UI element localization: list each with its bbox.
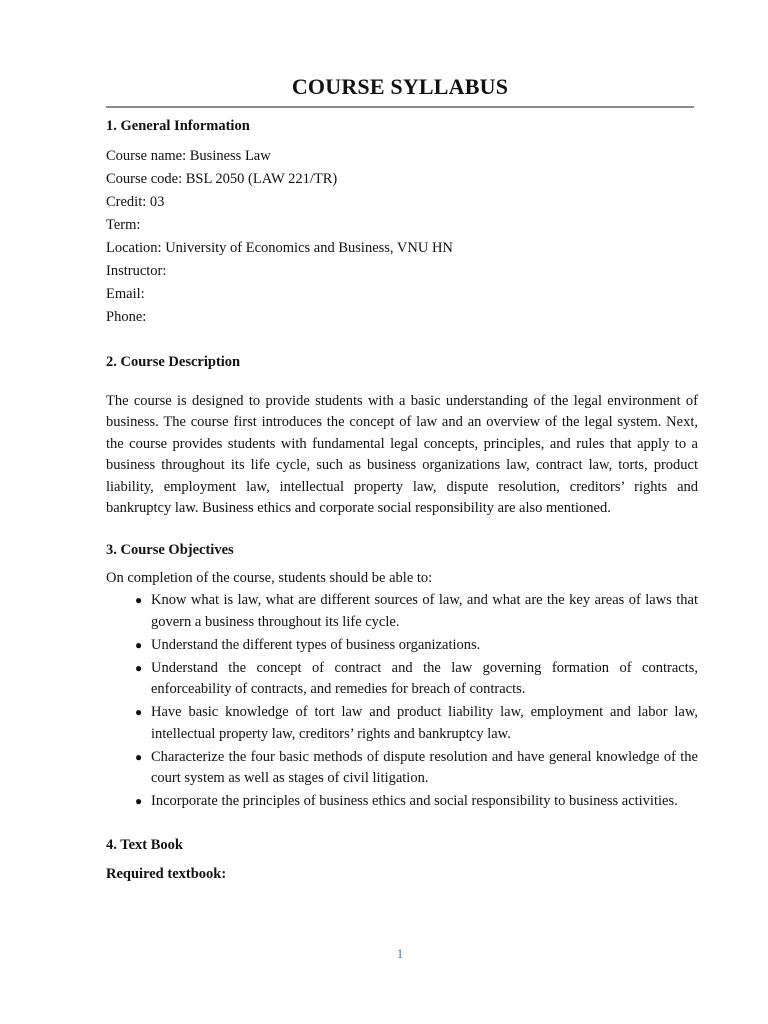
objective-text: Know what is law, what are different sources of law, and what are the key areas of laws that govern a business throughout its life cycle. <box>151 592 698 630</box>
section-heading-course-description: 2. Course Description <box>106 354 241 370</box>
objective-text: Characterize the four basic methods of dispute resolution and have general knowledge of the court system as well as stages of civil litigation. <box>151 748 698 787</box>
bullet-icon: ● <box>135 705 143 720</box>
course-name-line: Course name: Business Law <box>106 148 271 164</box>
bullet-icon: ● <box>135 749 143 764</box>
list-item <box>106 791 698 812</box>
title-underline <box>106 106 694 108</box>
course-code-line: Course code: BSL 2050 (LAW 221/TR) <box>106 171 338 187</box>
section-heading-course-objectives: 3. Course Objectives <box>106 542 234 559</box>
bullet-icon: ● <box>135 593 143 608</box>
objectives-list <box>106 590 698 812</box>
objective-text: Understand the different types of business organizations. <box>151 636 481 653</box>
phone-line: Phone: <box>106 309 147 325</box>
page-number: 1 <box>396 946 404 961</box>
general-information-list <box>106 145 698 329</box>
required-textbook-label: Required textbook: <box>106 866 227 883</box>
list-item <box>106 747 698 790</box>
credit-line: Credit: 03 <box>106 194 165 210</box>
bullet-icon: ● <box>135 660 143 675</box>
list-item <box>106 635 698 656</box>
objective-text: Understand the concept of contract and the law governing formation of contracts, enforceability of contracts, and remedies for breach of contracts. <box>151 659 698 698</box>
section-heading-text-book: 4. Text Book <box>106 837 183 854</box>
list-item <box>106 658 698 701</box>
objective-text: Incorporate the principles of business ethics and social responsibility to business activities. <box>151 793 678 810</box>
page-title: COURSE SYLLABUS <box>291 74 509 99</box>
bullet-icon: ● <box>135 637 143 652</box>
email-line: Email: <box>106 286 145 302</box>
bullet-icon: ● <box>135 794 143 809</box>
list-item <box>106 702 698 745</box>
instructor-line: Instructor: <box>106 263 167 279</box>
course-description-paragraph: The course is designed to provide students with a basic understanding of the legal environment of business. The course first introduces the concept of law and an overview of the legal system. Next, the course provides students with fundamental legal concepts, principles, and rules that apply to a business throughout its life cycle, such as business organizations law, contract law, torts, product liability, employment law, intellectual property law, dispute resolution, creditors’ rights and bankruptcy law. Business ethics and corporate social responsibility are also mentioned. <box>106 393 698 517</box>
objective-text: Have basic knowledge of tort law and product liability law, employment and labor law, intellectual property law, creditors’ rights and bankruptcy law. <box>151 704 698 742</box>
list-item <box>106 590 698 633</box>
section-heading-general-information: 1. General Information <box>106 118 250 134</box>
objectives-intro: On completion of the course, students should be able to: <box>106 570 433 587</box>
document-body <box>106 115 698 886</box>
location-line: Location: University of Economics and Business, VNU HN <box>106 240 453 256</box>
term-line: Term: <box>106 217 141 233</box>
